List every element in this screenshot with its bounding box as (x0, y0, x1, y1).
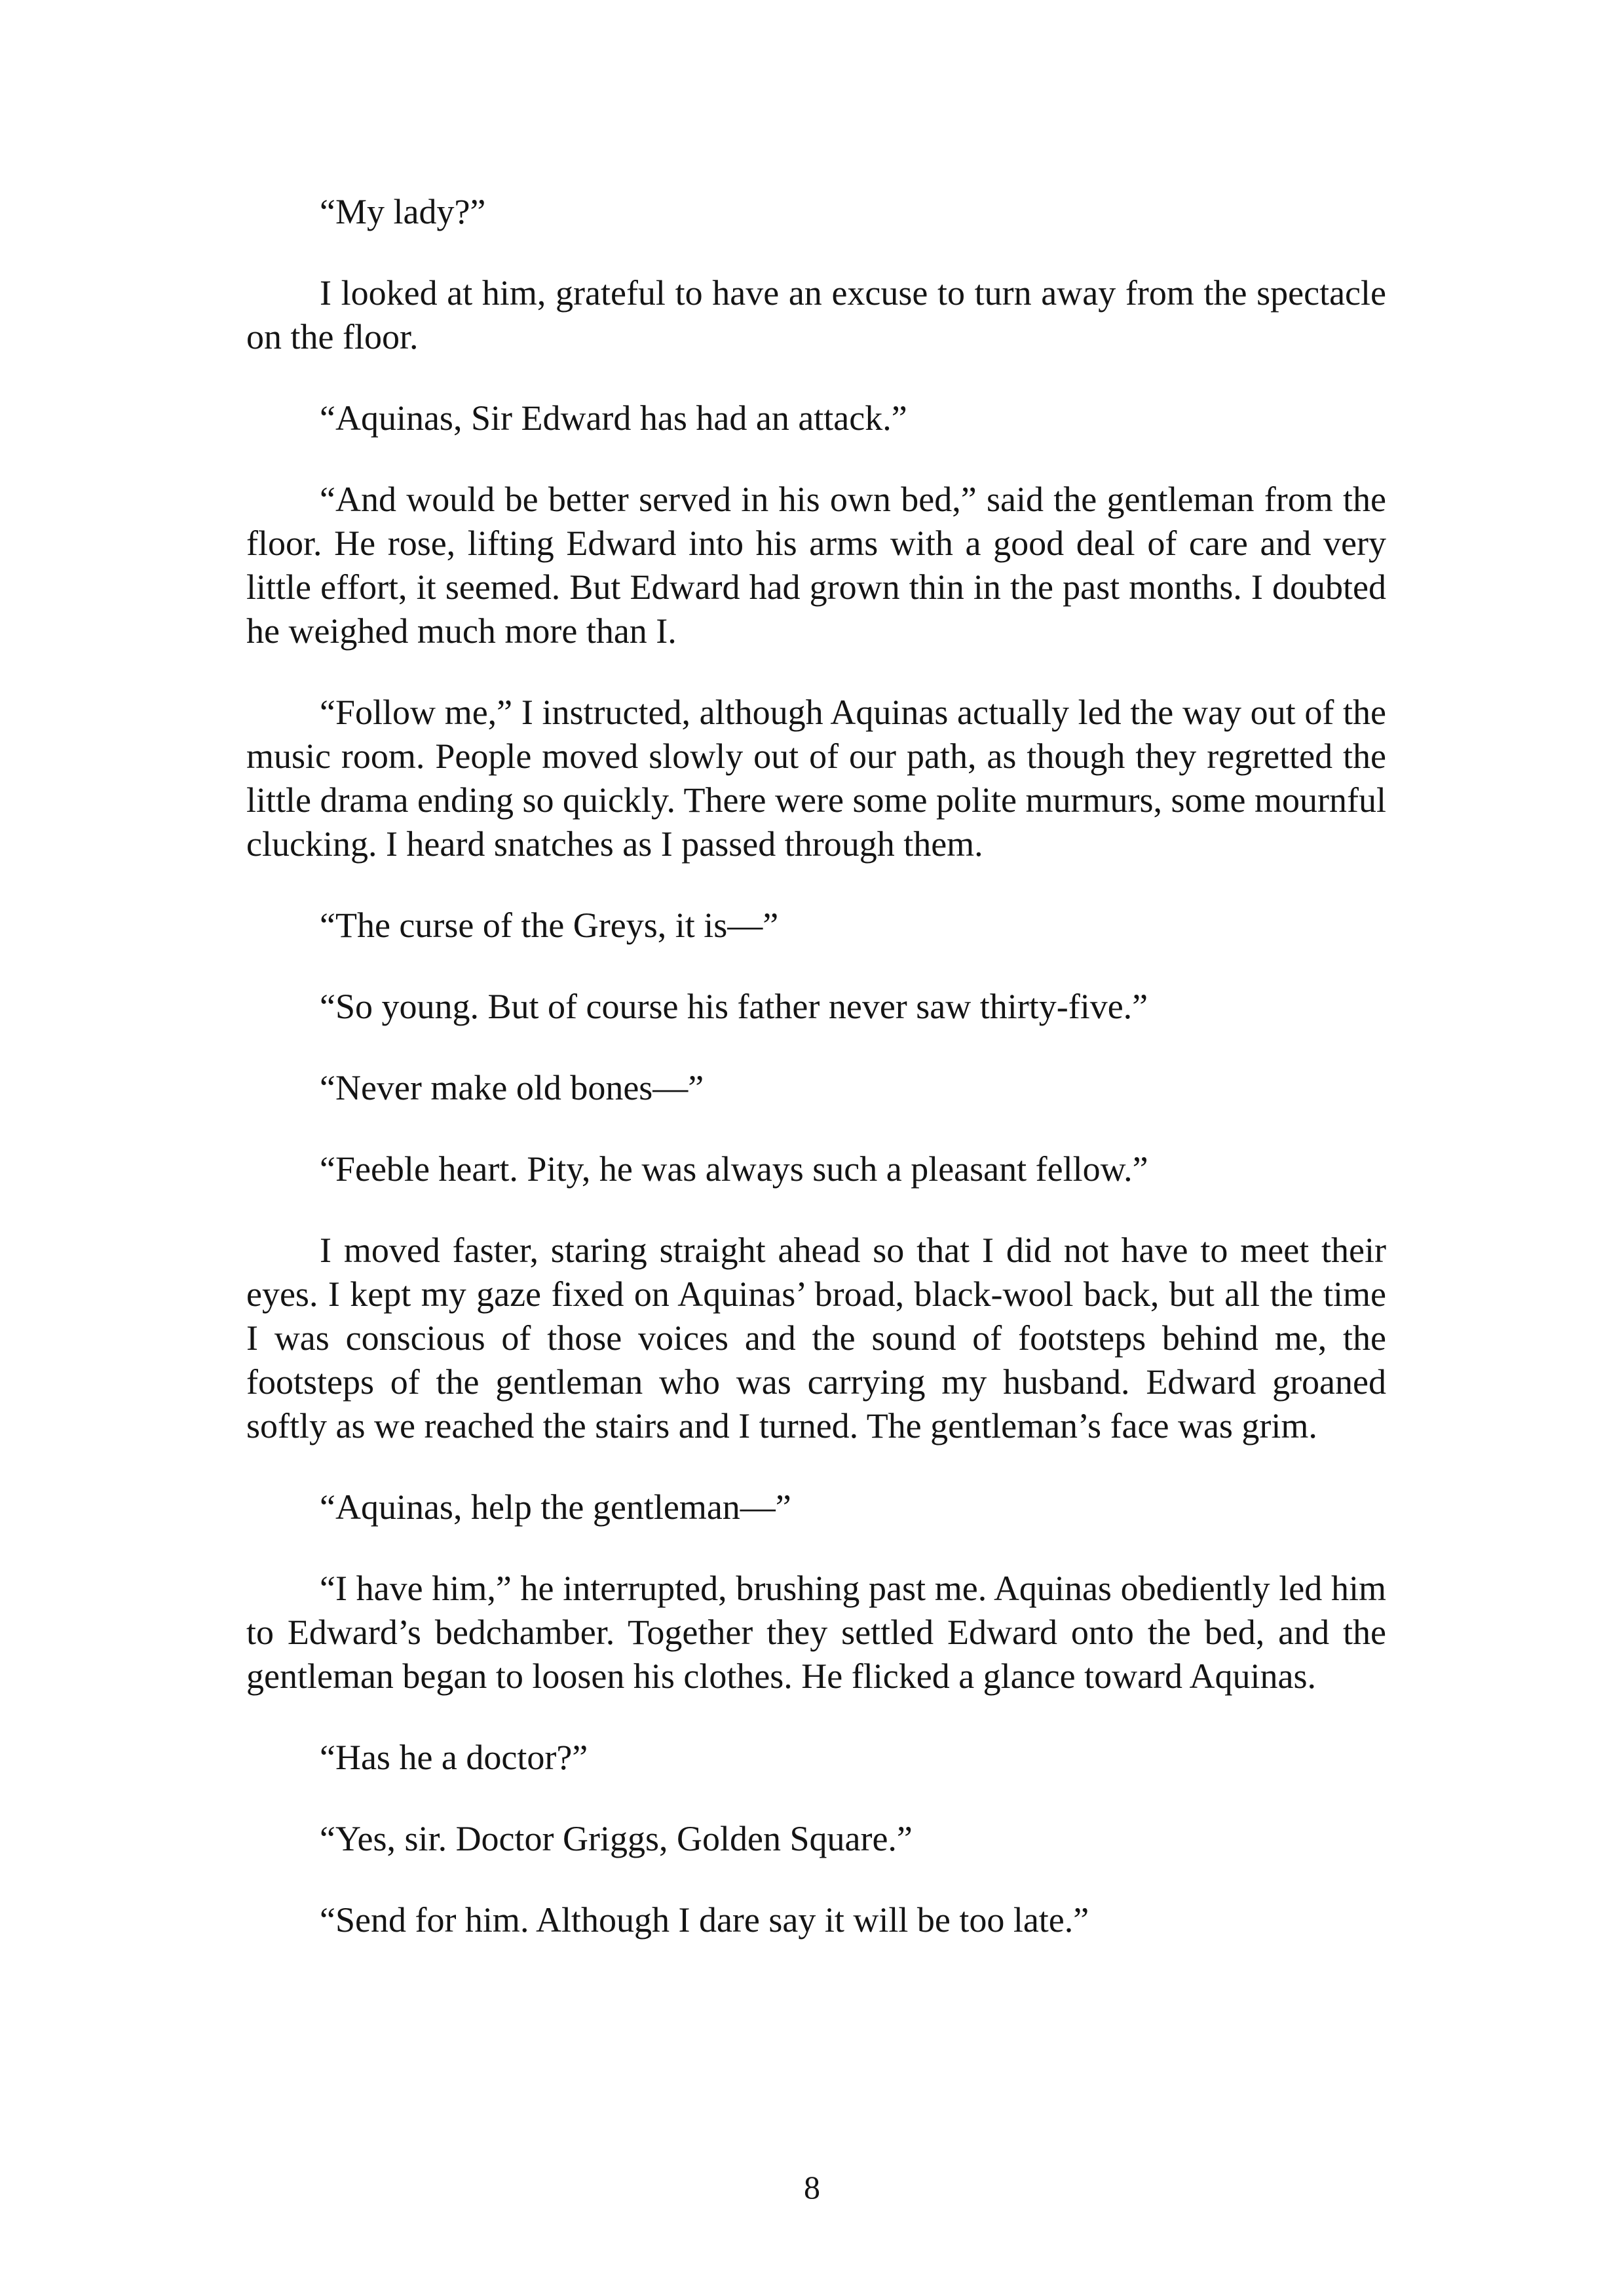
paragraph-14: “Yes, sir. Doctor Griggs, Golden Square.” (320, 1819, 913, 1858)
paragraph-15: “Send for him. Although I dare say it will be too late.” (320, 1900, 1089, 1940)
paragraph-6: “The curse of the Greys, it is—” (320, 906, 779, 945)
paragraph-11: “Aquinas, help the gentleman—” (320, 1487, 791, 1527)
paragraph-10: I moved faster, staring straight ahead so that I did not have to meet their eyes. I kept my gaze fixed on Aquinas’ broad, black-wool back, but all the time I was conscious of those voices and the sound of footsteps behind me, the footsteps of the gentleman who was carrying my husband. Edward groaned softly as we reached the stairs and I turned. The gentleman’s face was grim. (246, 1231, 1386, 1445)
paragraph-7: “So young. But of course his father never saw thirty-five.” (320, 987, 1148, 1026)
paragraph-13: “Has he a doctor?” (320, 1738, 588, 1777)
paragraph-8: “Never make old bones—” (320, 1068, 704, 1107)
paragraph-1: “My lady?” (320, 192, 486, 231)
paragraph-2: I looked at him, grateful to have an excuse to turn away from the spectacle on the floor. (246, 273, 1386, 356)
paragraph-4: “And would be better served in his own bed,” said the gentleman from the floor. He rose, lifting Edward into his arms with a good deal of care and very little effort, it seemed. But Edward had grown thin in the past months. I doubted he weighed much more than I. (246, 480, 1386, 651)
page-number: 8 (804, 2169, 820, 2206)
paragraph-3: “Aquinas, Sir Edward has had an attack.” (320, 398, 907, 438)
paragraph-12: “I have him,” he interrupted, brushing past me. Aquinas obediently led him to Edward’s bedchamber. Together they settled Edward onto the bed, and the gentleman began to loosen his clothes. He flicked a glance toward Aquinas. (246, 1569, 1386, 1696)
body-text (246, 190, 1386, 1980)
paragraph-5: “Follow me,” I instructed, although Aquinas actually led the way out of the music room. People moved slowly out of our path, as though they regretted the little drama ending so quickly. There were some polite murmurs, some mournful clucking. I heard snatches as I passed through them. (246, 693, 1386, 864)
paragraph-9: “Feeble heart. Pity, he was always such a pleasant fellow.” (320, 1149, 1148, 1189)
